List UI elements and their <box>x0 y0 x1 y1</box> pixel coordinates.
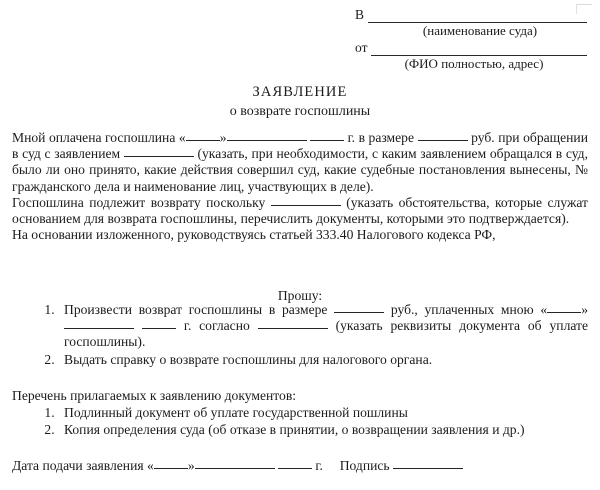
request-item-certificate: 2. Выдать справку о возврате госпошлины для налогового органа. <box>58 352 588 368</box>
court-name-caption: (наименование суда) <box>422 23 538 39</box>
req1-segment-d: г. согласно <box>183 318 250 334</box>
title-block <box>0 84 600 120</box>
attachment-item: 1. Подлинный документ об уплате государственной пошлины <box>58 404 588 421</box>
court-name-fill-line[interactable] <box>368 9 587 23</box>
request-heading: Прошу: <box>277 288 323 303</box>
paragraph-payment-details <box>12 130 588 195</box>
footer-signature-blank[interactable] <box>393 468 463 469</box>
req1-month-blank[interactable] <box>64 328 134 329</box>
paragraph-legal-basis: На основании изложенного, руководствуясь статьей 333.40 Налогового кодекса РФ, <box>12 227 496 243</box>
p1-segment-c: г. в размере <box>347 130 415 145</box>
p2-grounds-blank[interactable] <box>271 205 341 206</box>
req1-segment-c: » <box>581 302 588 317</box>
p1-segment-d: руб. при обращении в суд с заявлением <box>12 130 588 162</box>
request-list <box>12 302 588 369</box>
footer-date-signature <box>12 458 463 474</box>
p1-claim-blank[interactable] <box>124 156 194 157</box>
p1-segment-e: (указать, при необходимости, с каким заявлением обращался в суд, было ли оно принято, какие действия совершил суд, какие судебные постановления вынесены, № гражданского дела и наименование лиц, участвующих в деле). <box>12 146 588 194</box>
applicant-fill-line[interactable] <box>371 42 587 56</box>
footer-year-blank[interactable] <box>278 468 312 469</box>
req1-segment-a: Произвести возврат госпошлины в размере <box>64 302 328 317</box>
addressee-block <box>355 8 587 73</box>
court-label: В <box>355 7 365 22</box>
attachment-item: 2. Копия определения суда (об отказе в принятии, о возвращении заявления и др.) <box>58 421 588 438</box>
court-name-row <box>355 8 587 23</box>
paragraph-refund-grounds <box>12 195 588 227</box>
req1-segment-b: руб., уплаченных мною « <box>390 302 548 317</box>
p1-day-blank[interactable] <box>186 140 220 141</box>
req1-day-blank[interactable] <box>547 312 581 313</box>
footer-date-label-c: г. <box>315 458 323 473</box>
document-subtitle: о возврате госпошлины <box>229 104 371 119</box>
req1-amount-blank[interactable] <box>334 312 384 313</box>
footer-signature-label: Подпись <box>339 458 390 473</box>
p1-amount-blank[interactable] <box>418 140 468 141</box>
p1-segment-a: Мной оплачена госпошлина « <box>12 130 186 145</box>
attachments-list <box>12 404 588 438</box>
footer-day-blank[interactable] <box>154 468 188 469</box>
applicant-row <box>355 41 587 56</box>
req1-segment-e: (указать реквизиты документа об уплате госпошлины). <box>64 318 589 350</box>
footer-date-label-b: » <box>187 458 195 473</box>
p1-year-blank[interactable] <box>310 140 344 141</box>
p1-segment-b: » <box>219 130 227 145</box>
req1-doc-blank[interactable] <box>258 328 328 329</box>
footer-month-blank[interactable] <box>195 468 275 469</box>
document-title: ЗАЯВЛЕНИЕ <box>252 84 348 100</box>
p2-segment-b: (указать обстоятельства, которые служат основанием для возврата госпошлины, перечислить документы, которыми это подтверждается). <box>12 194 588 227</box>
attachments-heading: Перечень прилагаемых к заявлению документов: <box>12 388 297 403</box>
applicant-label: от <box>355 39 368 55</box>
applicant-caption: (ФИО полностью, адрес) <box>404 55 544 71</box>
body-text <box>12 130 588 243</box>
req1-year-blank[interactable] <box>142 328 176 329</box>
p1-month-blank[interactable] <box>227 140 307 141</box>
request-item-refund <box>58 302 588 351</box>
footer-date-label-a: Дата подачи заявления « <box>12 458 154 473</box>
p2-segment-a: Госпошлина подлежит возврату поскольку <box>12 194 266 210</box>
